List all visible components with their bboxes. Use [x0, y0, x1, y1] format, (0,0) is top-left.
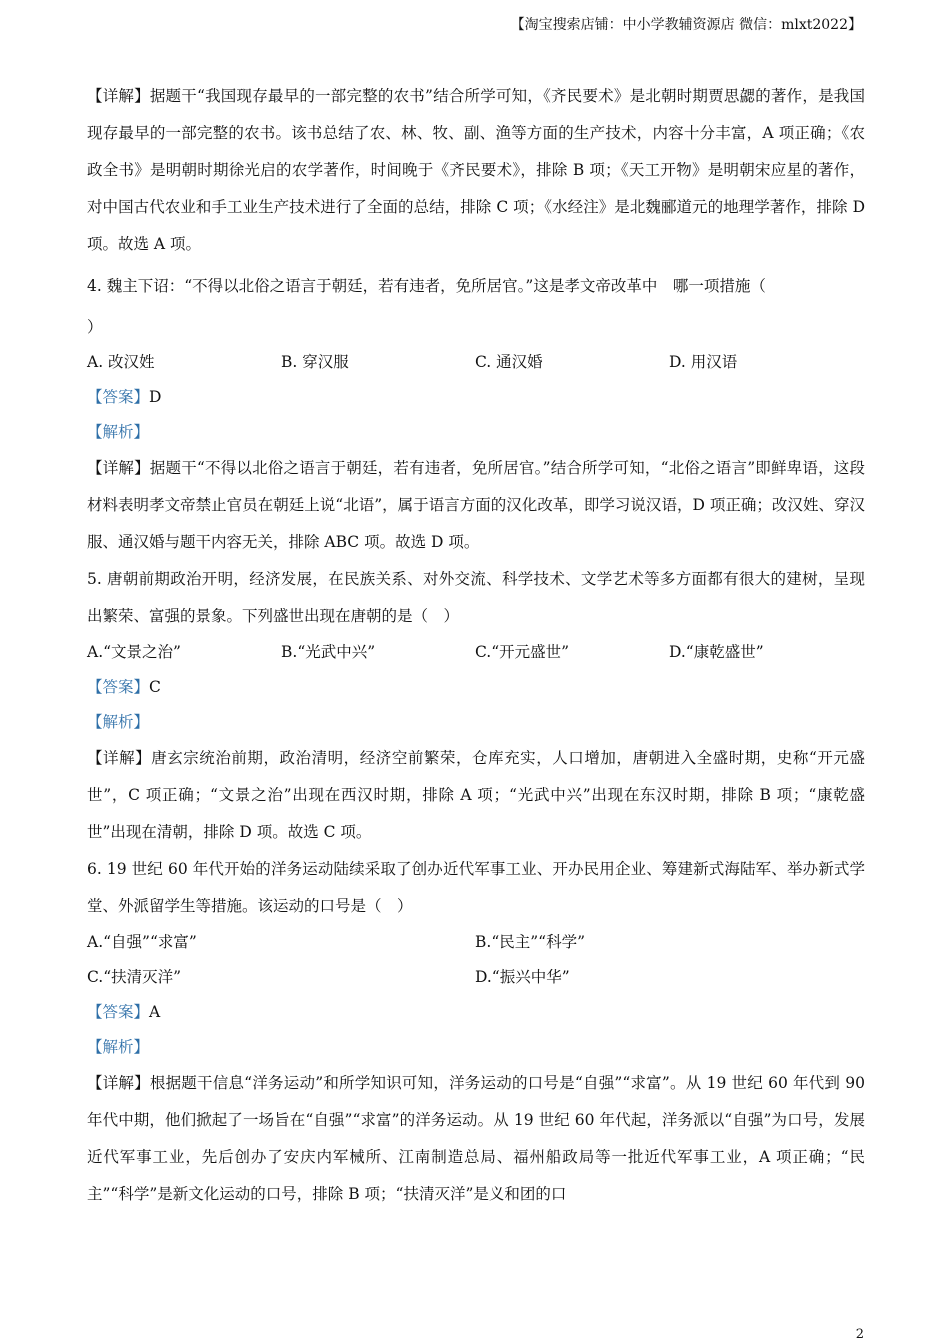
q4-answer-value: D	[149, 388, 162, 406]
q5-option-d: D.“康乾盛世”	[669, 643, 764, 661]
q5-option-c: C.“开元盛世”	[475, 643, 570, 661]
q6-stem: 6. 19 世纪 60 年代开始的洋务运动陆续采取了创办近代军事工业、开办民用企业、筹建新式海陆军、举办新式学堂、外派留学生等措施。该运动的口号是（ ）	[87, 860, 865, 915]
q5-answer	[87, 670, 865, 705]
q5-options	[87, 635, 865, 670]
q4-options	[87, 345, 865, 380]
q5-answer-value: C	[149, 678, 161, 696]
q6-option-d: D.“振兴中华”	[475, 968, 570, 986]
q6-options-row2	[87, 960, 865, 995]
q5-detail-text: 唐玄宗统治前期，政治清明，经济空前繁荣，仓库充实，人口增加，唐朝进入全盛时期，史称“开元盛世”，C 项正确；“文景之治”出现在西汉时期，排除 A 项；“光武中兴”出现在东汉时期，排除 B 项；“康乾盛世”出现在清朝，排除 D 项。故选 C 项。	[87, 749, 865, 841]
answer-label: 【答案】	[87, 1003, 150, 1021]
q6-option-b: B.“民主”“科学”	[475, 933, 586, 951]
detail-label: 【详解】	[87, 87, 150, 105]
q6-detail-text: 根据题干信息“洋务运动”和所学知识可知，洋务运动的口号是“自强”“求富”。从 19 世纪 60 年代到 90 年代中期，他们掀起了一场旨在“自强”“求富”的洋务运动。从 19 世纪 60 年代起，洋务派以“自强”为口号，发展近代军事工业，先后创办了安庆内军械所、江南制造总局、福州船政局等一批近代军事工业，A 项正确；“民主”“科学”是新文化运动的口号，排除 B 项；“扶清灭洋”是义和团的口	[87, 1074, 865, 1203]
q4-detail	[87, 450, 865, 561]
q4-analysis	[87, 415, 865, 450]
q4-stem-line2: ）	[87, 318, 103, 336]
page-header: 【淘宝搜索店铺：中小学教辅资源店 微信：mlxt2022】	[510, 17, 862, 33]
q5-option-a: A.“文景之治”	[87, 643, 181, 661]
q4-answer	[87, 380, 865, 415]
q3-detail	[87, 78, 865, 263]
q6-answer	[87, 995, 865, 1030]
q4-option-a: A. 改汉姓	[87, 353, 155, 371]
detail-label: 【详解】	[87, 749, 152, 767]
analysis-label: 【解析】	[87, 423, 150, 441]
analysis-label: 【解析】	[87, 713, 150, 731]
q6-answer-value: A	[149, 1003, 161, 1021]
q6-option-c: C.“扶清灭洋”	[87, 968, 182, 986]
q6-options-row1	[87, 925, 865, 960]
q5-analysis	[87, 705, 865, 740]
q4-option-b: B. 穿汉服	[281, 353, 349, 371]
answer-label: 【答案】	[87, 388, 150, 406]
q4-option-d: D. 用汉语	[669, 353, 738, 371]
analysis-label: 【解析】	[87, 1038, 150, 1056]
detail-label: 【详解】	[87, 1074, 150, 1092]
q4-detail-text: 据题干“不得以北俗之语言于朝廷，若有违者，免所居官。”结合所学可知，“北俗之语言”即鲜卑语，这段材料表明孝文帝禁止官员在朝廷上说“北语”，属于语言方面的汉化改革，即学习说汉语，D 项正确；改汉姓、穿汉服、通汉婚与题干内容无关，排除 ABC 项。故选 D 项。	[87, 459, 865, 551]
q4-stem-line1: 4. 魏主下诏：“不得以北俗之语言于朝廷，若有违者，免所居官。”这是孝文帝改革中 哪一项措施（	[87, 277, 766, 295]
q6-analysis	[87, 1030, 865, 1065]
q5-detail	[87, 740, 865, 851]
page-number: 2	[855, 1327, 864, 1342]
q5-option-b: B.“光武中兴”	[281, 643, 376, 661]
q3-detail-text: 据题干“我国现存最早的一部完整的农书”结合所学可知，《齐民要术》是北朝时期贾思勰的著作，是我国现存最早的一部完整的农书。该书总结了农、林、牧、副、渔等方面的生产技术，内容十分丰富，A 项正确；《农政全书》是明朝时期徐光启的农学著作，时间晚于《齐民要术》，排除 B 项；《天工开物》是明朝宋应星的著作，对中国古代农业和手工业生产技术进行了全面的总结，排除 C 项；《水经注》是北魏郦道元的地理学著作，排除 D 项。故选 A 项。	[87, 87, 865, 253]
q6-detail	[87, 1065, 865, 1213]
q5-stem: 5. 唐朝前期政治开明，经济发展，在民族关系、对外交流、科学技术、文学艺术等多方面都有很大的建树，呈现出繁荣、富强的景象。下列盛世出现在唐朝的是（ ）	[87, 570, 865, 625]
document-body	[87, 78, 865, 1213]
q6-option-a: A.“自强”“求富”	[87, 933, 197, 951]
answer-label: 【答案】	[87, 678, 150, 696]
q4-option-c: C. 通汉婚	[475, 353, 543, 371]
detail-label: 【详解】	[87, 459, 150, 477]
